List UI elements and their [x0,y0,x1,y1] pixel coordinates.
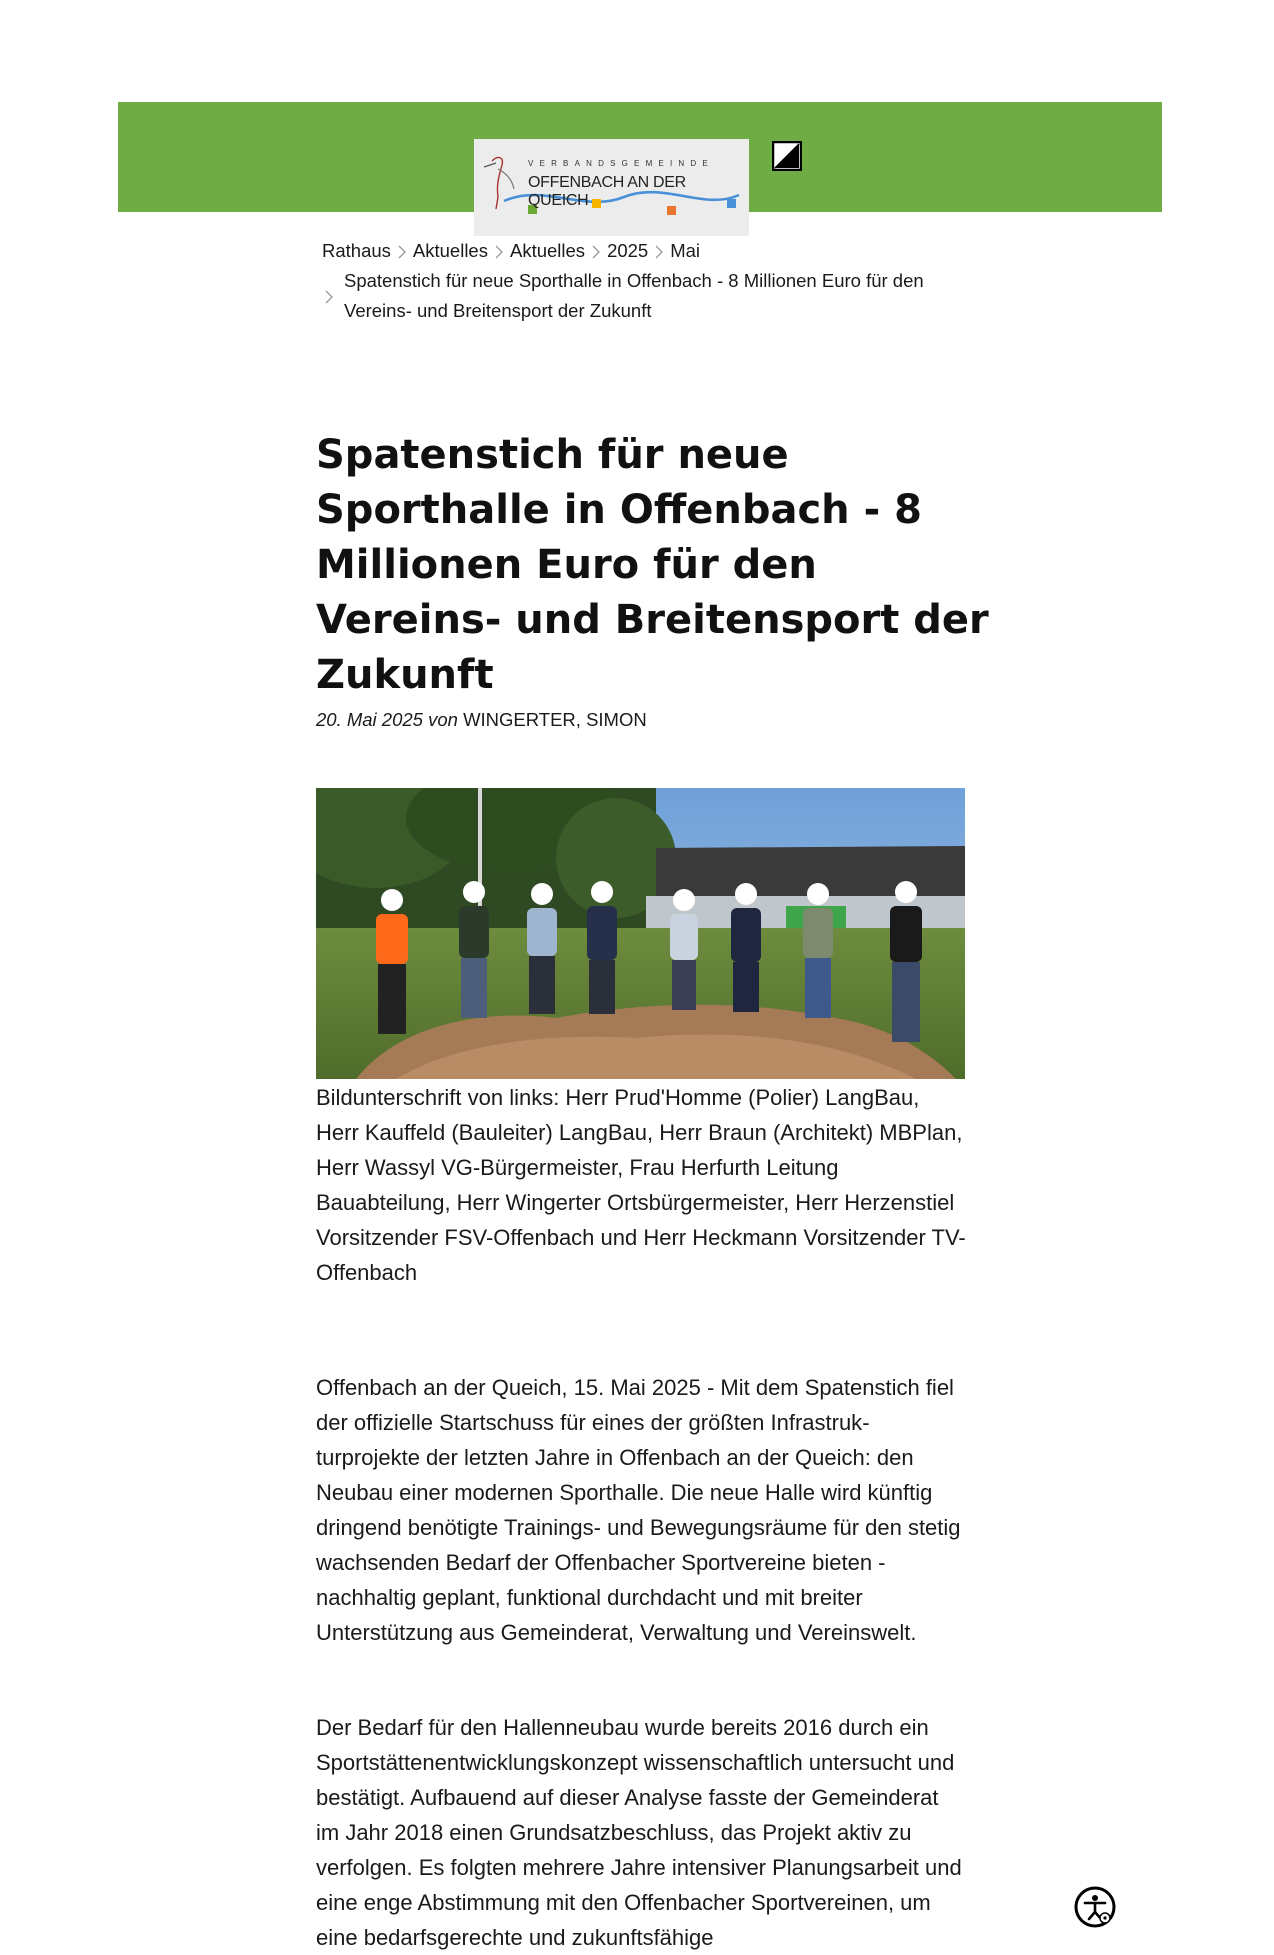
chevron-right-icon [585,236,607,266]
article-paragraph-2: Der Bedarf für den Hallenneubau wurde bereits 2016 durch ein Sportstättenentwicklungskonzept wissenschaftlich untersucht und bestätigt. Aufbauend auf dieser Analyse fasste der Gemeinderat im Jahr 2018 einen Grundsatzbeschluss, das Projekt aktiv zu verfolgen. Es folgten mehrere Jahre intensiver Planungsarbeit und eine enge Abstimmung mit den Offenbacher Sportvereinen, um eine bedarfsgerechte und zukunftsfähige [316,1715,962,1950]
contrast-toggle-button[interactable] [772,141,802,171]
accessibility-button[interactable] [1074,1886,1116,1928]
article-meta [316,707,647,733]
site-logo[interactable] [474,139,749,236]
accessibility-icon [1074,1886,1116,1928]
logo-line-1: VERBANDSGEMEINDE [528,159,714,168]
chevron-right-icon [391,236,413,266]
article-photo [316,788,965,1079]
photo-caption: Bildunterschrift von links: Herr Prud'Homme (Polier) LangBau, Herr Kauffeld (Bauleiter) LangBau, Herr Braun (Architekt) MBPlan, Herr Wassyl VG-Bürgermeister, Frau Herfurth Leitung Bauabteilung, Herr Wingerter Ortsbürgermeister, Herr Herzenstiel Vorsitzender FSV-Offenbach und Herr Heckmann Vorsitzender TV-Offenbach [316,1085,966,1285]
breadcrumb-item-aktuelles[interactable]: Aktuelles [412,240,488,261]
chevron-right-icon [648,236,670,266]
chevron-right-icon [318,281,340,311]
contrast-icon [772,141,802,171]
logo-line-2: OFFENBACH AN DER QUEICH [528,174,686,209]
article-by-label: von [428,709,458,730]
breadcrumb-item-aktuelles-2[interactable]: Aktuelles [509,240,586,261]
article-title: Spatenstich für neue Sporthalle in Offenbach - 8 Millionen Euro für den Vereins- und Breitensport der Zukunft [316,432,989,698]
article-date: 20. Mai 2025 [316,709,423,730]
chevron-right-icon [488,236,510,266]
breadcrumb-item-rathaus[interactable]: Rathaus [322,240,391,261]
article-paragraph-1: Offenbach an der Queich, 15. Mai 2025 - Mit dem Spatenstich fiel der offizielle Startschuss für eines der größten Infrastrukturprojekte der letzten Jahre in Offenbach an der Queich: den Neubau einer modernen Sporthalle. Die neue Halle wird künftig dringend benötigte Trainings- und Bewegungsräume für den stetig wachsenden Bedarf der Offenbacher Sportvereine bieten - nachhaltig geplant, funktional durchdacht und mit breiter Unterstützung aus Gemeinderat, Verwaltung und Vereinswelt. [316,1375,961,1645]
breadcrumb-item-mai[interactable]: Mai [670,240,701,261]
breadcrumb-current: Spatenstich für neue Sporthalle in Offenbach - 8 Millionen Euro für den Vereins- und Breitensport der Zukunft [344,270,924,321]
article-author: WINGERTER, SIMON [463,709,647,730]
breadcrumb [322,236,962,321]
breadcrumb-item-2025[interactable]: 2025 [607,240,649,261]
